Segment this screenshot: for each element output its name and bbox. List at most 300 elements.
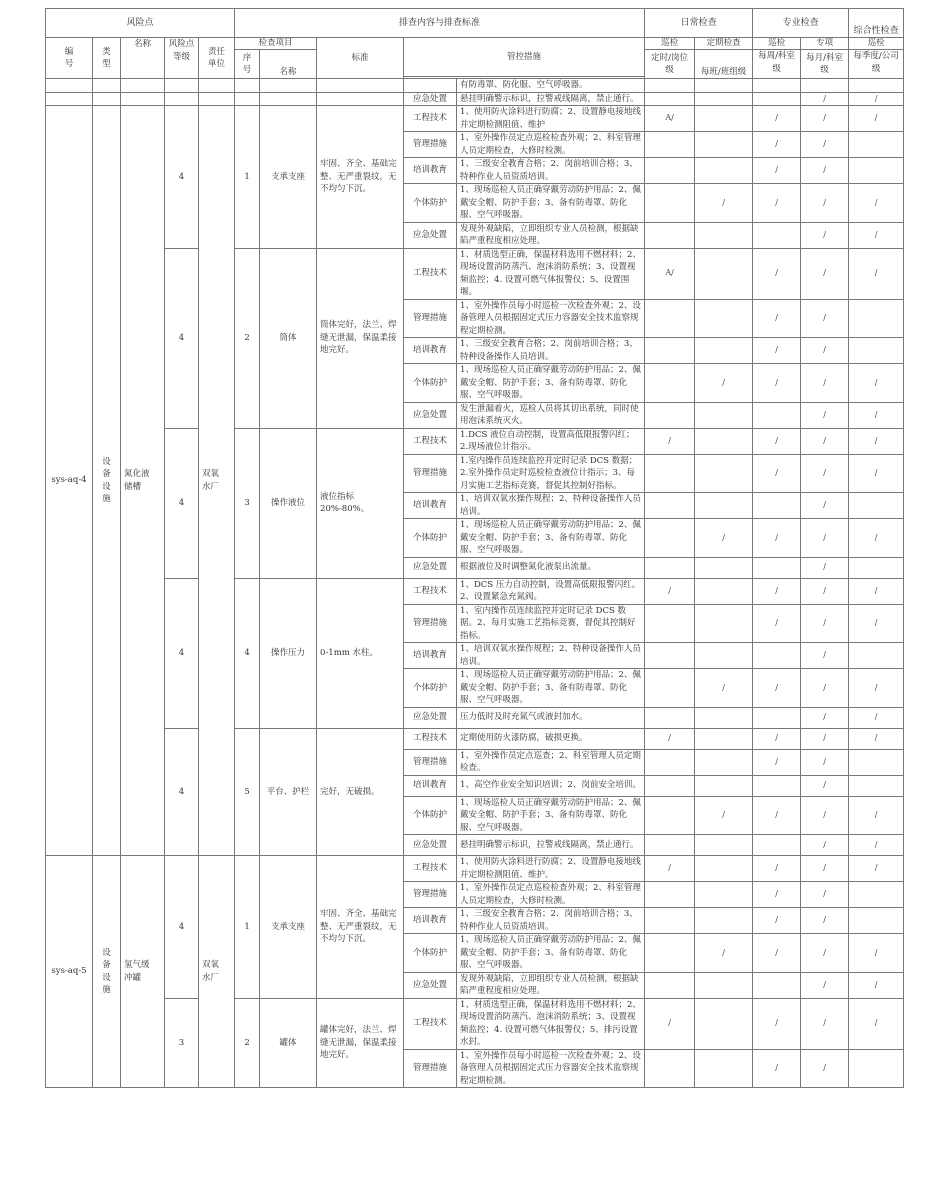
mark-comprehensive [849, 79, 904, 93]
control-category: 工程技术 [404, 728, 457, 749]
mark-patrol [645, 79, 695, 93]
mark-comprehensive [849, 493, 904, 519]
mark-special: / [801, 669, 849, 708]
mark-comprehensive: / [849, 998, 904, 1049]
header-unit: 责任 单位 [199, 38, 235, 79]
control-measure: 1、高空作业安全知识培训；2、岗前安全培训。 [457, 775, 645, 796]
control-measure: 压力低时及时充氮气或液封加水。 [457, 707, 645, 728]
table-row [46, 998, 904, 1049]
empty-cell [46, 92, 93, 106]
control-category: 应急处置 [404, 972, 457, 998]
mark-periodic [695, 643, 753, 669]
mark-patrol: A/ [645, 248, 695, 299]
risk-point-name: 氮化液 储槽 [121, 106, 165, 856]
mark-periodic [695, 493, 753, 519]
mark-special: / [801, 92, 849, 106]
mark-prof-patrol: / [753, 1049, 801, 1088]
risk-point-name: 氢气缓 冲罐 [121, 856, 165, 1088]
mark-periodic [695, 106, 753, 132]
mark-prof-patrol [753, 557, 801, 578]
empty-cell [235, 79, 260, 93]
mark-periodic [695, 79, 753, 93]
mark-prof-patrol [753, 79, 801, 93]
header-id: 编 号 [46, 38, 93, 79]
mark-periodic [695, 749, 753, 775]
risk-point-code: sys-aq-5 [46, 856, 93, 1088]
mark-patrol: / [645, 856, 695, 882]
control-measure: 1、三级安全教育合格；2、岗前培训合格；3、特种作业人员资质培训。 [457, 158, 645, 184]
control-measure: 1、DCS 压力自动控制，设置高低限报警闪红。2、设置紧急充氮阀。 [457, 578, 645, 604]
mark-prof-patrol: / [753, 856, 801, 882]
risk-point-code: sys-aq-4 [46, 106, 93, 856]
control-measure: 1、现场巡检人员正确穿戴劳动防护用品；2、佩戴安全帽、防护手套；3、备有防毒罩、防化服、空气呼吸器。 [457, 669, 645, 708]
mark-patrol [645, 493, 695, 519]
mark-periodic [695, 835, 753, 856]
mark-special [801, 79, 849, 93]
check-item-seq: 2 [235, 998, 260, 1088]
mark-comprehensive: / [849, 184, 904, 223]
mark-prof-patrol [753, 775, 801, 796]
empty-cell [199, 79, 235, 93]
mark-special: / [801, 707, 849, 728]
control-category: 管理措施 [404, 1049, 457, 1088]
mark-patrol [645, 184, 695, 223]
control-measure: 发现外观缺陷，立即组织专业人员检测，根据缺陷严重程度相应处理。 [457, 222, 645, 248]
mark-special: / [801, 299, 849, 338]
empty-cell [199, 92, 235, 106]
check-item-seq: 4 [235, 578, 260, 728]
mark-patrol [645, 835, 695, 856]
control-category: 培训教育 [404, 158, 457, 184]
mark-periodic: / [695, 364, 753, 403]
header-freq-comp: 每季度/公司级 [849, 50, 904, 79]
mark-prof-patrol: / [753, 338, 801, 364]
mark-comprehensive: / [849, 728, 904, 749]
empty-cell [165, 92, 199, 106]
control-category: 培训教育 [404, 493, 457, 519]
control-category: 工程技术 [404, 428, 457, 454]
mark-prof-patrol [753, 92, 801, 106]
control-category: 培训教育 [404, 775, 457, 796]
control-category: 个体防护 [404, 796, 457, 835]
mark-patrol [645, 775, 695, 796]
mark-patrol: / [645, 728, 695, 749]
mark-special: / [801, 106, 849, 132]
mark-comprehensive: / [849, 92, 904, 106]
control-measure: 1.室内操作员连续监控并定时记录 DCS 数据；2.室外操作员定时巡检检查液位计指示；3、每月实施工艺指标竞赛，督促其控制好指标。 [457, 454, 645, 493]
mark-patrol [645, 972, 695, 998]
mark-comprehensive [849, 882, 904, 908]
control-measure: 发现外观缺陷，立即组织专业人员检测，根据缺陷严重程度相应处理。 [457, 972, 645, 998]
control-measure: 1、使用防火涂料进行防腐；2、设置静电接地线并定期检测阻值、维护。 [457, 856, 645, 882]
mark-special: / [801, 604, 849, 643]
control-category: 个体防护 [404, 184, 457, 223]
check-item-name: 罐体 [260, 998, 317, 1088]
check-standard: 筒体完好，法兰、焊缝无泄漏，保温柔接地完好。 [317, 248, 404, 428]
header-standard: 标准 [317, 38, 404, 79]
mark-patrol [645, 669, 695, 708]
mark-prof-patrol: / [753, 749, 801, 775]
mark-periodic [695, 908, 753, 934]
risk-level: 4 [165, 728, 199, 856]
mark-patrol [645, 934, 695, 973]
mark-periodic [695, 248, 753, 299]
mark-comprehensive: / [849, 835, 904, 856]
mark-prof-patrol [753, 402, 801, 428]
empty-cell [235, 92, 260, 106]
mark-comprehensive: / [849, 519, 904, 558]
check-standard: 牢固、齐全、基础完整、无严重裂纹，无不均匀下沉。 [317, 106, 404, 249]
risk-check-table [45, 8, 904, 1088]
header-freq-periodic: 每班/班组级 [695, 50, 753, 79]
mark-prof-patrol: / [753, 934, 801, 973]
mark-patrol: A/ [645, 106, 695, 132]
risk-level: 4 [165, 578, 199, 728]
empty-cell [317, 92, 404, 106]
mark-comprehensive [849, 775, 904, 796]
mark-special: / [801, 184, 849, 223]
mark-comprehensive: / [849, 707, 904, 728]
mark-special: / [801, 402, 849, 428]
mark-special: / [801, 856, 849, 882]
mark-periodic [695, 428, 753, 454]
header-comp-patrol: 巡检 [849, 38, 904, 50]
risk-level: 4 [165, 106, 199, 249]
control-measure: 1、材质选型正确，保温材料选用不燃材料；2、现场设置消防蒸汽、泡沫消防系统；3、设置视频监控；4. 设置可燃气体报警仪；5、排污设置水封。 [457, 998, 645, 1049]
mark-patrol [645, 222, 695, 248]
mark-prof-patrol: / [753, 428, 801, 454]
mark-prof-patrol: / [753, 158, 801, 184]
control-measure: 1、室外操作员每小时巡检一次检查外观；2、设备管理人员根据固定式压力容器安全技术监察规程定期检测。 [457, 299, 645, 338]
mark-periodic [695, 557, 753, 578]
mark-comprehensive: / [849, 428, 904, 454]
control-category: 个体防护 [404, 934, 457, 973]
mark-prof-patrol: / [753, 248, 801, 299]
mark-comprehensive [849, 643, 904, 669]
mark-comprehensive [849, 132, 904, 158]
check-item-name: 操作压力 [260, 578, 317, 728]
control-measure: 悬挂明确警示标识，拉警戒线隔离，禁止通行。 [457, 835, 645, 856]
empty-cell [46, 79, 93, 93]
mark-comprehensive: / [849, 402, 904, 428]
empty-cell [121, 92, 165, 106]
mark-special: / [801, 222, 849, 248]
mark-periodic: / [695, 184, 753, 223]
control-category: 应急处置 [404, 222, 457, 248]
header-comprehensive-check: 综合性检查 [849, 9, 904, 38]
mark-prof-patrol: / [753, 998, 801, 1049]
header-seq: 序 号 [235, 50, 260, 79]
check-item-seq: 3 [235, 428, 260, 578]
risk-point-type: 设 备 设 施 [93, 106, 121, 856]
control-category: 管理措施 [404, 749, 457, 775]
control-measure: 1、培训双氧水操作规程；2、特种设备操作人员培训。 [457, 643, 645, 669]
mark-prof-patrol: / [753, 132, 801, 158]
mark-periodic [695, 1049, 753, 1088]
empty-cell [93, 79, 121, 93]
mark-prof-patrol: / [753, 796, 801, 835]
responsible-unit: 双氧 水厂 [199, 856, 235, 1088]
control-category: 应急处置 [404, 557, 457, 578]
empty-cell [260, 79, 317, 93]
mark-periodic [695, 604, 753, 643]
mark-special: / [801, 998, 849, 1049]
mark-comprehensive [849, 557, 904, 578]
mark-comprehensive [849, 908, 904, 934]
mark-prof-patrol: / [753, 454, 801, 493]
control-category [404, 79, 457, 93]
mark-patrol [645, 908, 695, 934]
mark-periodic [695, 728, 753, 749]
mark-special: / [801, 972, 849, 998]
mark-patrol [645, 338, 695, 364]
mark-special: / [801, 749, 849, 775]
mark-special: / [801, 934, 849, 973]
control-measure: 1、室外操作员定点巡检检查外观；2、科室管理人员定期检查，大修时检测。 [457, 132, 645, 158]
table-row [46, 106, 904, 132]
mark-periodic [695, 222, 753, 248]
control-measure: 1、现场巡检人员正确穿戴劳动防护用品；2、佩戴安全帽、防护手套；3、备有防毒罩、防化服、空气呼吸器。 [457, 364, 645, 403]
control-category: 培训教育 [404, 643, 457, 669]
mark-periodic [695, 578, 753, 604]
empty-cell [260, 92, 317, 106]
control-category: 应急处置 [404, 92, 457, 106]
control-measure: 1、室内操作员连续监控并定时记录 DCS 数据。2、每月实施工艺指标竞赛，督促其控制好指标。 [457, 604, 645, 643]
header-professional-check: 专业检查 [753, 9, 849, 38]
check-item-name: 支承支座 [260, 106, 317, 249]
header-freq-special: 每月/科室级 [801, 50, 849, 79]
check-item-seq: 1 [235, 106, 260, 249]
check-item-name: 支承支座 [260, 856, 317, 999]
mark-special: / [801, 132, 849, 158]
risk-point-type: 设 备 设 施 [93, 856, 121, 1088]
control-measure: 1、室外操作员定点巡查；2、科室管理人员定期检查。 [457, 749, 645, 775]
header-freq-patrol: 定时/岗位级 [645, 50, 695, 79]
table-row [46, 79, 904, 93]
table-row [46, 578, 904, 604]
mark-patrol [645, 707, 695, 728]
control-measure: 有防毒罩、防化服、空气呼吸器。 [457, 79, 645, 93]
header-freq-prof-patrol: 每周/科室级 [753, 50, 801, 79]
check-standard: 0-1mm 水柱。 [317, 578, 404, 728]
mark-prof-patrol: / [753, 604, 801, 643]
control-measure: 悬挂明确警示标识，拉警戒线隔离，禁止通行。 [457, 92, 645, 106]
empty-cell [121, 79, 165, 93]
mark-periodic: / [695, 796, 753, 835]
mark-special: / [801, 493, 849, 519]
control-category: 工程技术 [404, 856, 457, 882]
control-measure: 1、材质选型正确，保温材料选用不燃材料；2、现场设置消防蒸汽、泡沫消防系统；3、设置视频监控；4. 设置可燃气体报警仪；5、设置围堰。 [457, 248, 645, 299]
table-row [46, 428, 904, 454]
mark-prof-patrol: / [753, 908, 801, 934]
control-category: 工程技术 [404, 998, 457, 1049]
mark-comprehensive: / [849, 934, 904, 973]
mark-comprehensive: / [849, 454, 904, 493]
mark-special: / [801, 1049, 849, 1088]
mark-patrol: / [645, 578, 695, 604]
mark-patrol [645, 92, 695, 106]
header-investigation: 排查内容与排查标准 [235, 9, 645, 38]
mark-patrol [645, 1049, 695, 1088]
mark-special: / [801, 557, 849, 578]
control-category: 管理措施 [404, 454, 457, 493]
mark-periodic: / [695, 519, 753, 558]
mark-periodic [695, 454, 753, 493]
check-standard: 罐体完好，法兰、焊缝无泄漏，保温柔接地完好。 [317, 998, 404, 1088]
mark-periodic [695, 856, 753, 882]
risk-level: 4 [165, 856, 199, 999]
header-periodic: 定期检查 [695, 38, 753, 50]
mark-comprehensive: / [849, 578, 904, 604]
mark-special: / [801, 728, 849, 749]
control-measure: 定期使用防火漆防腐，破损更换。 [457, 728, 645, 749]
mark-comprehensive [849, 299, 904, 338]
check-standard: 液位指标 20%-80%。 [317, 428, 404, 578]
mark-special: / [801, 428, 849, 454]
control-category: 工程技术 [404, 106, 457, 132]
header-risk-point: 风险点 [46, 9, 235, 38]
mark-comprehensive: / [849, 669, 904, 708]
header-measures: 管控措施 [404, 38, 645, 77]
empty-cell [317, 79, 404, 93]
mark-prof-patrol [753, 643, 801, 669]
mark-prof-patrol: / [753, 728, 801, 749]
mark-prof-patrol [753, 222, 801, 248]
mark-comprehensive: / [849, 972, 904, 998]
mark-comprehensive: / [849, 796, 904, 835]
mark-special: / [801, 908, 849, 934]
mark-comprehensive [849, 338, 904, 364]
mark-comprehensive: / [849, 604, 904, 643]
mark-special: / [801, 248, 849, 299]
header-check-item: 检查项目 [235, 38, 317, 50]
header-name: 名称 [121, 38, 165, 79]
control-category: 培训教育 [404, 908, 457, 934]
mark-patrol: / [645, 428, 695, 454]
mark-special: / [801, 643, 849, 669]
control-category: 应急处置 [404, 835, 457, 856]
check-item-name: 筒体 [260, 248, 317, 428]
mark-comprehensive [849, 158, 904, 184]
mark-special: / [801, 364, 849, 403]
control-measure: 1、现场巡检人员正确穿戴劳动防护用品；2、佩戴安全帽、防护手套；3、备有防毒罩、防化服、空气呼吸器。 [457, 934, 645, 973]
header-prof-patrol: 巡检 [753, 38, 801, 50]
table-row [46, 248, 904, 299]
mark-comprehensive: / [849, 222, 904, 248]
mark-prof-patrol: / [753, 578, 801, 604]
mark-patrol [645, 364, 695, 403]
check-standard: 完好，无破损。 [317, 728, 404, 856]
empty-cell [93, 92, 121, 106]
mark-prof-patrol: / [753, 299, 801, 338]
control-category: 管理措施 [404, 299, 457, 338]
mark-periodic [695, 402, 753, 428]
control-category: 管理措施 [404, 604, 457, 643]
mark-patrol [645, 454, 695, 493]
mark-periodic [695, 707, 753, 728]
mark-prof-patrol [753, 972, 801, 998]
mark-prof-patrol [753, 835, 801, 856]
mark-patrol [645, 519, 695, 558]
risk-level: 4 [165, 248, 199, 428]
mark-patrol [645, 882, 695, 908]
mark-periodic [695, 882, 753, 908]
mark-special: / [801, 796, 849, 835]
check-item-seq: 2 [235, 248, 260, 428]
check-item-seq: 5 [235, 728, 260, 856]
check-item-name: 平台、护栏 [260, 728, 317, 856]
control-measure: 1、现场巡检人员正确穿戴劳动防护用品；2、佩戴安全帽、防护手套；3、备有防毒罩、防化服、空气呼吸器。 [457, 184, 645, 223]
mark-periodic: / [695, 934, 753, 973]
header-risk-level: 风险点 等级 [165, 38, 199, 79]
control-category: 培训教育 [404, 338, 457, 364]
control-measure: 1、使用防火涂料进行防腐；2、设置静电接地线并定期检测阻值、维护 [457, 106, 645, 132]
mark-comprehensive: / [849, 856, 904, 882]
mark-special: / [801, 158, 849, 184]
control-measure: 1、现场巡检人员正确穿戴劳动防护用品；2、佩戴安全帽、防护手套；3、备有防毒罩、防化服、空气呼吸器。 [457, 519, 645, 558]
mark-special: / [801, 454, 849, 493]
mark-special: / [801, 835, 849, 856]
mark-periodic [695, 299, 753, 338]
mark-special: / [801, 775, 849, 796]
mark-patrol [645, 299, 695, 338]
table-row [46, 728, 904, 749]
mark-patrol [645, 557, 695, 578]
control-measure: 根据液位及时调整氮化液泵出流量。 [457, 557, 645, 578]
mark-patrol [645, 132, 695, 158]
control-category: 管理措施 [404, 132, 457, 158]
mark-prof-patrol: / [753, 519, 801, 558]
mark-periodic [695, 775, 753, 796]
control-category: 工程技术 [404, 578, 457, 604]
mark-comprehensive: / [849, 106, 904, 132]
mark-patrol [645, 604, 695, 643]
mark-periodic: / [695, 669, 753, 708]
table-body [46, 9, 904, 1088]
mark-patrol: / [645, 998, 695, 1049]
control-category: 个体防护 [404, 364, 457, 403]
responsible-unit: 双氧 水厂 [199, 106, 235, 856]
mark-prof-patrol: / [753, 882, 801, 908]
risk-level: 3 [165, 998, 199, 1088]
mark-comprehensive [849, 749, 904, 775]
header-type: 类 型 [93, 38, 121, 79]
check-standard: 牢固、齐全、基础完整、无严重裂纹，无不均匀下沉。 [317, 856, 404, 999]
mark-prof-patrol: / [753, 669, 801, 708]
check-item-name: 操作液位 [260, 428, 317, 578]
mark-periodic [695, 158, 753, 184]
table-row [46, 92, 904, 106]
mark-prof-patrol: / [753, 364, 801, 403]
control-category: 个体防护 [404, 519, 457, 558]
mark-patrol [645, 749, 695, 775]
header-special: 专项 [801, 38, 849, 50]
mark-periodic [695, 338, 753, 364]
mark-special: / [801, 578, 849, 604]
check-item-seq: 1 [235, 856, 260, 999]
mark-patrol [645, 643, 695, 669]
empty-cell [165, 79, 199, 93]
mark-periodic [695, 998, 753, 1049]
control-measure: 1、培训双氧水操作规程；2、特种设备操作人员培训。 [457, 493, 645, 519]
mark-comprehensive: / [849, 364, 904, 403]
header-patrol: 巡检 [645, 38, 695, 50]
control-measure: 1、三级安全教育合格；2、岗前培训合格；3、特种作业人员资质培训。 [457, 908, 645, 934]
mark-prof-patrol [753, 707, 801, 728]
header-daily-check: 日常检查 [645, 9, 753, 38]
risk-level: 4 [165, 428, 199, 578]
mark-prof-patrol: / [753, 184, 801, 223]
